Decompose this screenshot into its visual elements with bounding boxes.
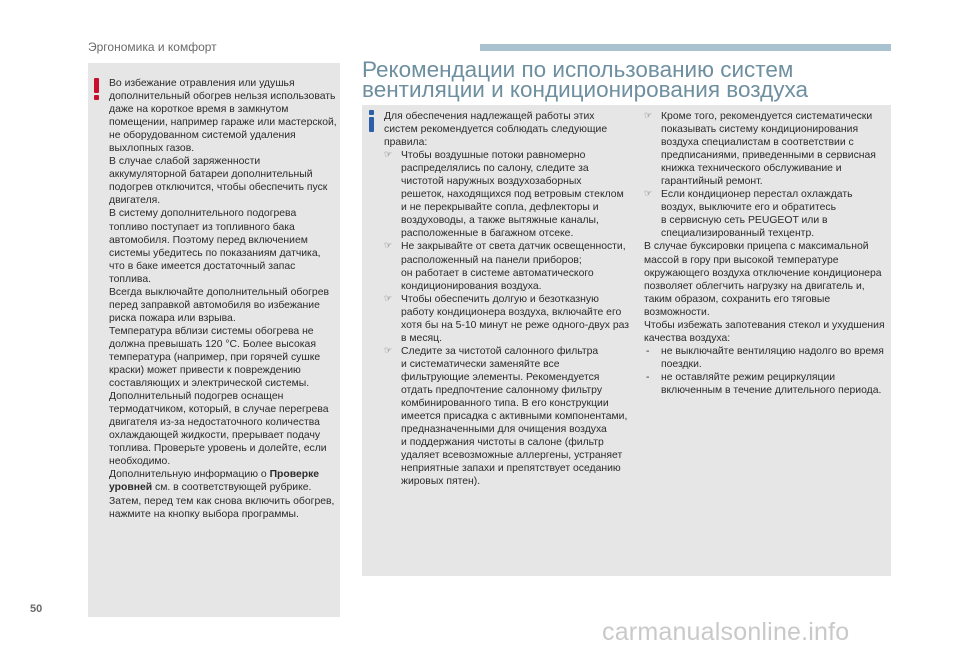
bullet-line: решеток, находящихся под ветровым стеклом xyxy=(401,189,624,201)
bullet-line: он работает в системе автоматического xyxy=(401,267,594,279)
ref-bold: Проверке xyxy=(269,469,320,481)
text-line: автомобиля. Поэтому перед включением xyxy=(109,234,308,246)
dash-line: - не выключайте вентиляцию надолго во время xyxy=(661,345,884,357)
bullet-line: хотя бы на 5-10 минут не реже одного-двух раз xyxy=(401,319,630,331)
bullet-line: жировых пятен). xyxy=(401,476,481,488)
text-line: должна превышать 120 °C. Более высокая xyxy=(109,338,316,350)
text-line: что в баке имеется достаточный запас xyxy=(109,260,296,272)
text-line: топливо поступает из топливного бака xyxy=(109,221,295,233)
watermark: carmanualsonline.info xyxy=(602,618,850,646)
text-line: Затем, перед тем как снова включить обогрев, xyxy=(109,495,335,507)
text-line: охлаждающей жидкости, прерывает подачу xyxy=(109,430,321,442)
text-line: Чтобы избежать запотевания стекол и ухудшения xyxy=(644,319,885,331)
bullet-item xyxy=(384,293,632,345)
warning-text xyxy=(109,77,339,521)
text-line: не оборудованном системой удаления xyxy=(109,130,296,142)
text-line: выхлопных газов. xyxy=(109,143,195,155)
section-title: Эргономика и комфорт xyxy=(88,40,217,54)
text-line: системы убедитесь по показаниям датчика, xyxy=(109,247,321,259)
bullet-line: воздуха специалистам в соответствии с xyxy=(661,137,854,149)
text-line: аккумуляторной батареи дополнительный xyxy=(109,169,313,181)
text-line: риска пожара или взрыва. xyxy=(109,312,236,324)
text-line: качества воздуха: xyxy=(644,332,731,344)
dash-line: включенным в течение длительного периода. xyxy=(661,384,882,396)
bullet-line: удаляет всевозможные аллергены, устраняет xyxy=(401,450,623,462)
dash-item xyxy=(644,371,888,397)
bullet-line: ☞ Следите за чистотой салонного фильтра xyxy=(401,345,599,357)
warning-exclamation-icon xyxy=(93,78,101,100)
text-line: окружающего воздуха отключение кондиционера xyxy=(644,267,882,279)
bullet-line: комбинированного типа. В его конструкции xyxy=(401,398,609,410)
text-line: позволяет облегчить нагрузку на двигатель и, xyxy=(644,280,865,292)
bullet-line: книжка технического обслуживание и xyxy=(661,163,842,175)
bullet-item xyxy=(384,149,632,240)
bullet-line: воздух, выключите его и обратитесь xyxy=(661,202,836,214)
info-text-column-1 xyxy=(384,110,632,488)
ref-prefix: Дополнительную информацию о xyxy=(109,469,270,481)
header-accent-bar xyxy=(480,44,891,51)
bullet-line: фильтрующие элементы. Рекомендуется xyxy=(401,371,600,383)
bullet-line: неприятные запахи и препятствует оседанию xyxy=(401,463,621,475)
text-line: составляющих и электрической системы. xyxy=(109,378,310,390)
text-line: подогрев отключится, чтобы обеспечить пуск xyxy=(109,182,328,194)
text-line: Во избежание отравления или удушья xyxy=(109,78,295,89)
dash-line: поездки. xyxy=(661,358,702,370)
text-line: температура (например, при горячей сушке xyxy=(109,351,321,363)
bullet-line: работу кондиционера воздуха, включайте его xyxy=(401,306,622,318)
bullet-line: и систематически заменяйте все xyxy=(401,358,560,370)
text-line: Дополнительный подогрев оснащен xyxy=(109,391,284,403)
bullet-line: показывать систему кондиционирования xyxy=(661,124,859,136)
text-line: В систему дополнительного подогрева xyxy=(109,208,297,220)
bullet-line: имеется присадка с активными компонентами, xyxy=(401,411,628,423)
bullet-line: и поддержания чистоты в салоне (фильтр xyxy=(401,437,604,449)
intro-line: систем рекомендуется соблюдать следующие xyxy=(384,124,608,136)
bullet-line: распределялись по салону, следите за xyxy=(401,163,589,175)
bullet-line: отдать предпочтение салонному фильтру xyxy=(401,384,603,396)
reference-line xyxy=(109,481,339,494)
page-heading xyxy=(362,57,902,102)
heading-line-1: Рекомендации по использованию систем xyxy=(362,57,794,82)
bullet-item xyxy=(384,240,632,292)
bullet-line: в сервисную сеть PEUGEOT или в xyxy=(661,215,828,227)
bullet-line: предназначенными для очищения воздуха xyxy=(401,424,607,436)
text-line: В случае слабой заряженности xyxy=(109,156,261,168)
bullet-line: ☞ Чтобы воздушные потоки равномерно xyxy=(401,150,586,162)
bullet-line: кондиционирования воздуха. xyxy=(401,280,542,292)
text-line: Всегда выключайте дополнительный обогрев xyxy=(109,286,329,298)
intro-line: Для обеспечения надлежащей работы этих xyxy=(384,111,595,122)
bullet-item xyxy=(644,110,888,188)
bullet-line: ☞ Не закрывайте от света датчик освещенности, xyxy=(401,241,626,253)
heading-line-2: вентиляции и кондиционирования воздуха xyxy=(362,76,808,102)
text-line: даже на короткое время в замкнутом xyxy=(109,104,289,116)
info-text-column-2 xyxy=(644,110,888,397)
bullet-line: в месяц. xyxy=(401,332,442,344)
text-line: таким образом, сохранить его тяговые xyxy=(644,293,831,305)
bullet-line: специализированный техцентр. xyxy=(661,228,815,240)
text-line: топлива. Проверьте уровень и долейте, если xyxy=(109,443,327,455)
bullet-line: ☞ Чтобы обеспечить долгую и безотказную xyxy=(401,293,599,305)
text-line: необходимо. xyxy=(109,456,171,468)
bullet-line: чистотой наружных воздухозаборных xyxy=(401,176,582,188)
bullet-line: расположенный на панели приборов; xyxy=(401,254,582,266)
ref-suffix: см. в соответствующей рубрике. xyxy=(152,482,312,494)
reference-line xyxy=(109,468,339,481)
bullet-line: ☞ Кроме того, рекомендуется систематически xyxy=(661,111,873,122)
text-line: возможности. xyxy=(644,306,710,318)
text-line: нажмите на кнопку выбора программы. xyxy=(109,508,299,520)
text-line: термодатчиком, который, в случае перегрева xyxy=(109,404,329,416)
text-line: краски) может привести к повреждению xyxy=(109,365,301,377)
text-line: массой в гору при высокой температуре xyxy=(644,254,839,266)
bullet-line: и не перекрывайте сопла, дефлекторы и xyxy=(401,202,599,214)
intro-line: правила: xyxy=(384,137,428,149)
page-number: 50 xyxy=(30,603,43,615)
bullet-line: ☞ Если кондиционер перестал охлаждать xyxy=(661,189,853,201)
ref-bold: уровней xyxy=(109,482,153,494)
text-line: дополнительный обогрев нельзя использовать xyxy=(109,91,336,103)
text-line: В случае буксировки прицепа с максимальной xyxy=(644,241,869,253)
info-i-icon xyxy=(368,110,376,132)
dash-line: - не оставляйте режим рециркуляции xyxy=(661,371,836,383)
bullet-item xyxy=(644,188,888,240)
text-line: двигателя. xyxy=(109,195,161,207)
text-line: помещении, например гараже или мастерской, xyxy=(109,117,337,129)
bullet-line: расположенные в багажном отсеке. xyxy=(401,228,574,240)
text-line: перед заправкой автомобиля во избежание xyxy=(109,299,320,311)
text-line: двигателя из-за недостаточного количества xyxy=(109,417,320,429)
bullet-item xyxy=(384,345,632,489)
bullet-line: гарантийный ремонт. xyxy=(661,176,763,188)
text-line: топлива. xyxy=(109,273,151,285)
dash-item xyxy=(644,345,888,371)
bullet-line: предписаниями, приведенными в сервисная xyxy=(661,150,876,162)
bullet-line: воздуховоды, а также вытяжные каналы, xyxy=(401,215,599,227)
text-line: Температура вблизи системы обогрева не xyxy=(109,325,314,337)
